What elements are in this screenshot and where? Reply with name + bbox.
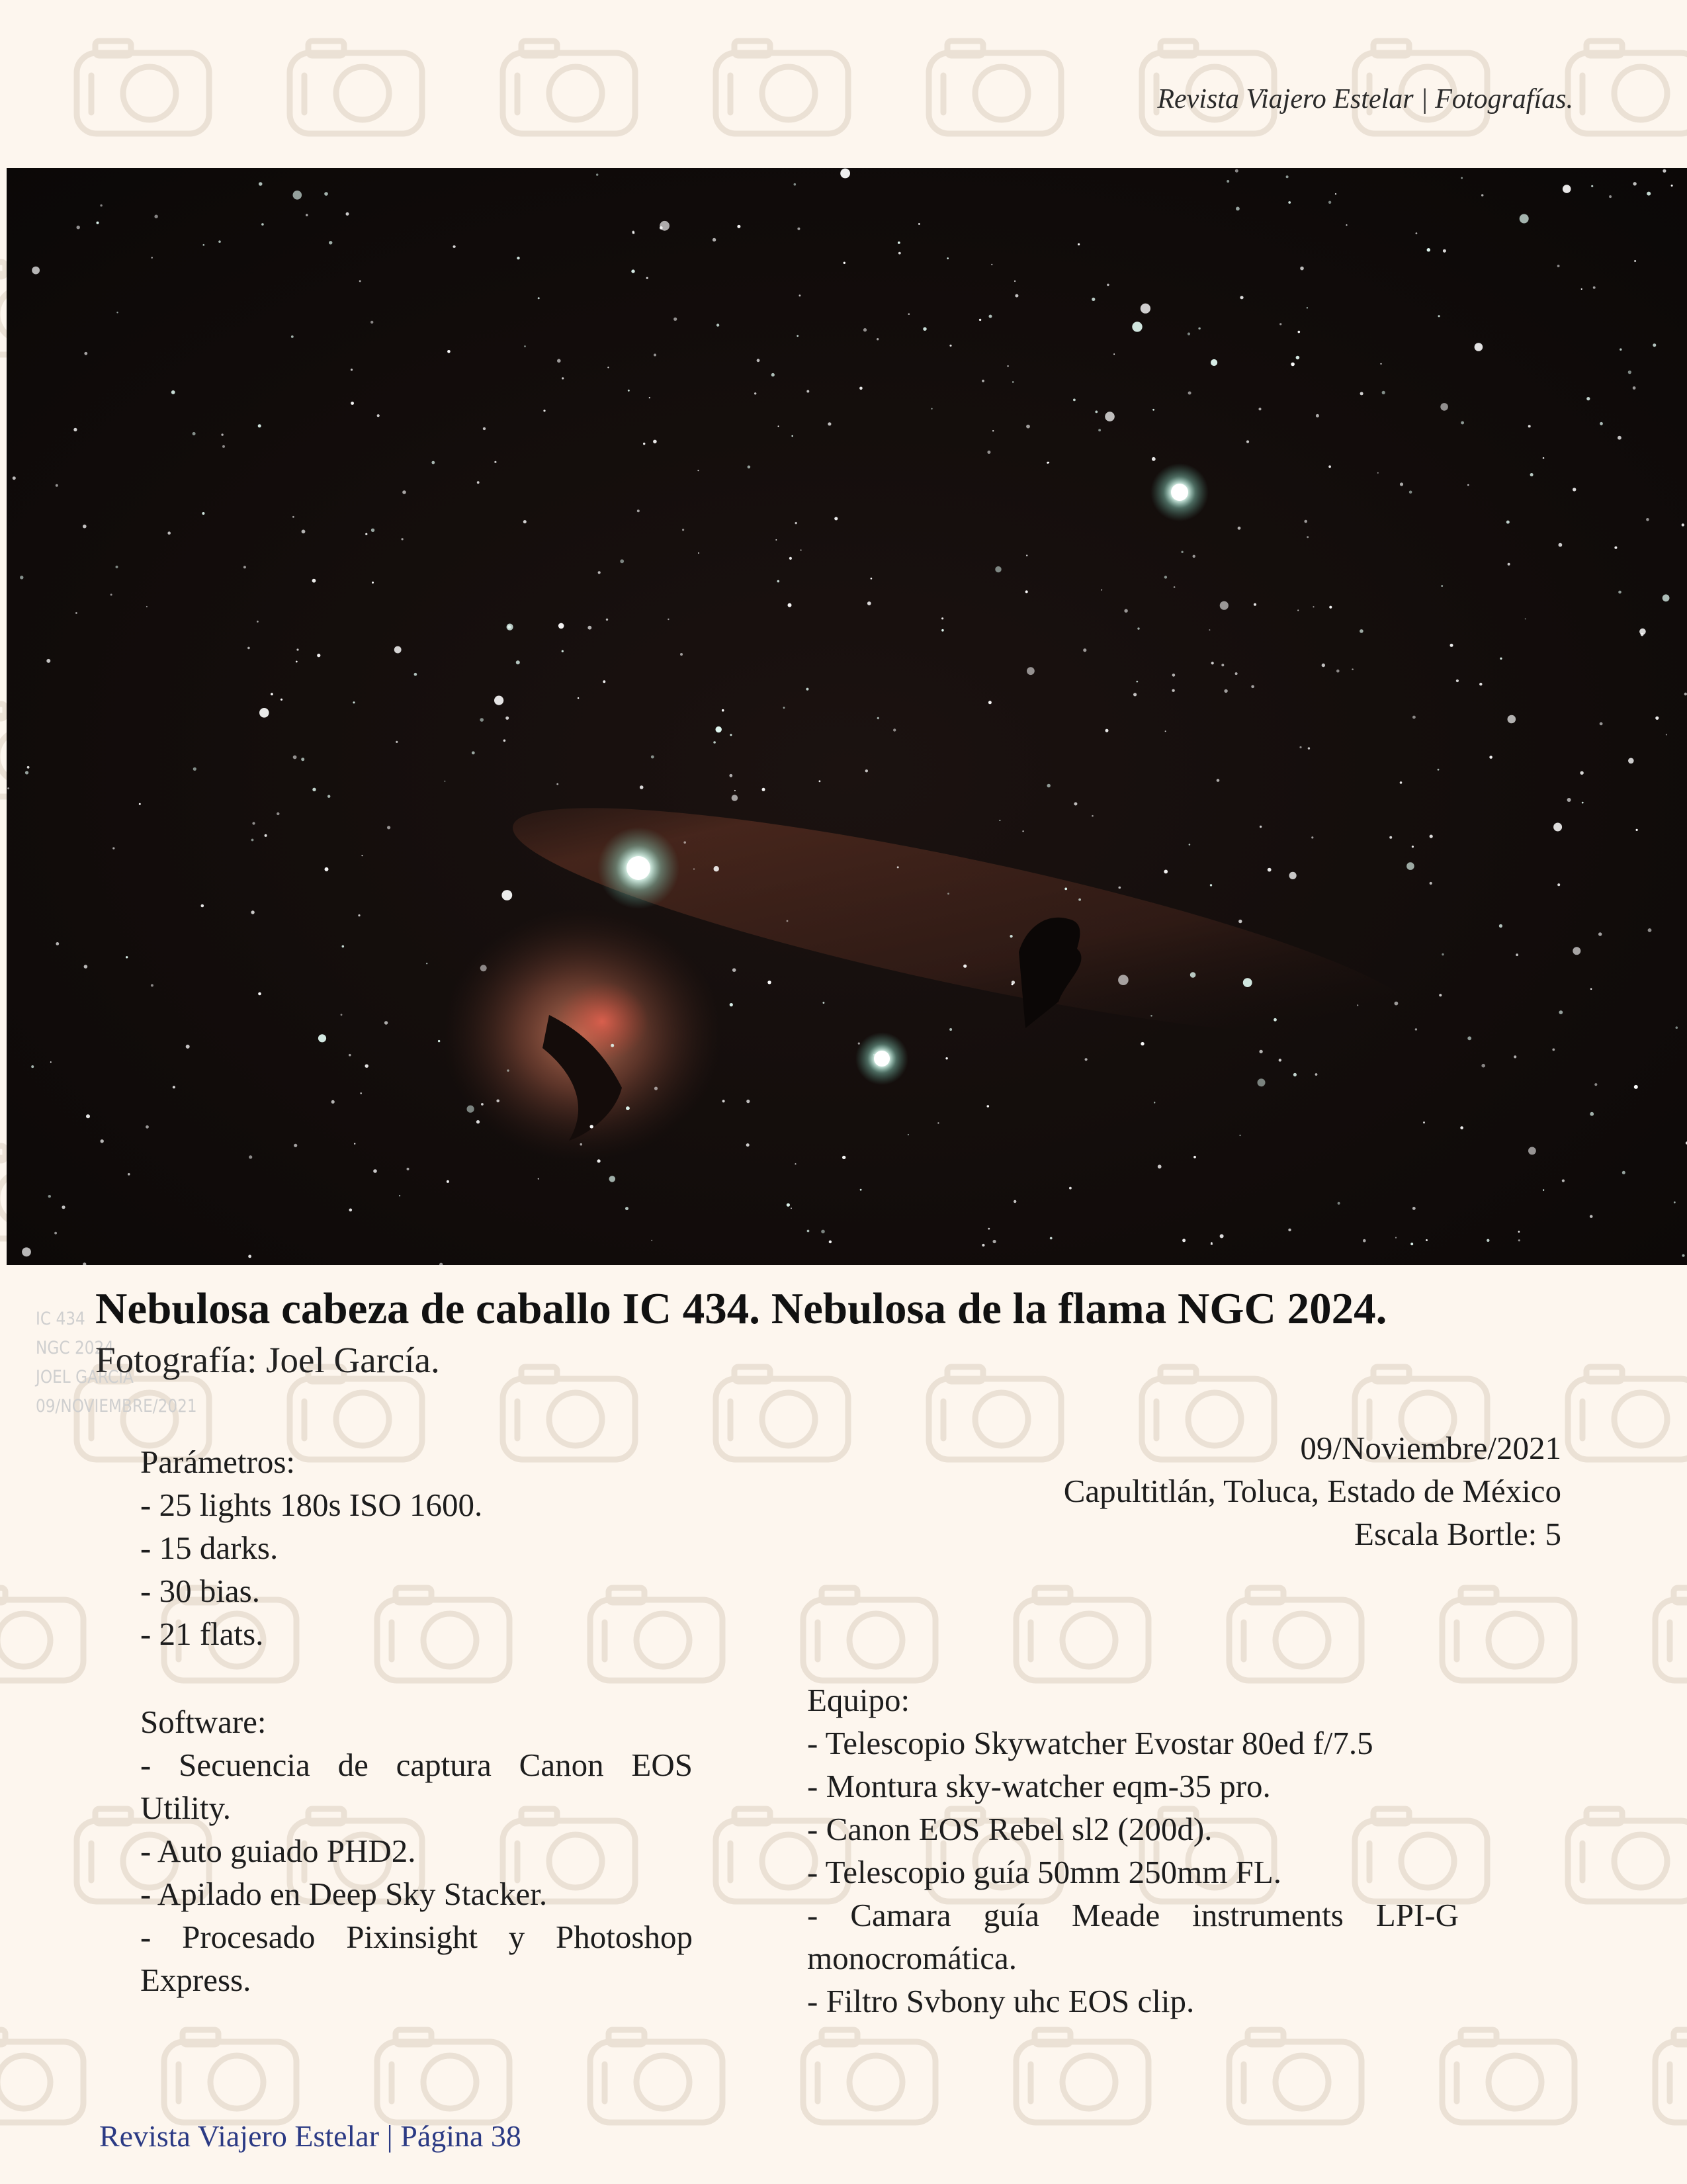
section-heading: Parámetros: — [140, 1444, 296, 1480]
list-item: - 15 darks. — [140, 1530, 279, 1566]
list-item: - Camara guía Meade instruments LPI-G monocromática. — [807, 1897, 1459, 1976]
list-item: - Telescopio guía 50mm 250mm FL. — [807, 1854, 1281, 1890]
list-item: - Auto guiado PHD2. — [140, 1833, 416, 1869]
session-meta — [834, 1426, 1561, 1555]
session-date: 09/Noviembre/2021 — [1300, 1430, 1561, 1466]
list-item: - Apilado en Deep Sky Stacker. — [140, 1876, 548, 1912]
list-item: - Canon EOS Rebel sl2 (200d). — [807, 1811, 1213, 1847]
section-heading: Software: — [140, 1704, 267, 1740]
watermark-line: 09/NOVIEMBRE/2021 — [36, 1396, 197, 1417]
running-header: Revista Viajero Estelar | Fotografías. — [1157, 84, 1573, 114]
page-footer: Revista Viajero Estelar | Página 38 — [99, 2119, 521, 2153]
list-item: - 25 lights 180s ISO 1600. — [140, 1487, 483, 1523]
bortle-scale: Escala Bortle: 5 — [1354, 1516, 1561, 1552]
watermark-line: NGC 2024 — [36, 1338, 114, 1358]
list-item: - 30 bias. — [140, 1573, 260, 1609]
parametros-section — [140, 1440, 736, 1655]
photo-credit: Fotografía: Joel García. — [95, 1340, 440, 1380]
list-item: - Montura sky-watcher eqm-35 pro. — [807, 1768, 1271, 1804]
section-heading: Equipo: — [807, 1682, 910, 1718]
equipo-section — [807, 1679, 1459, 2023]
list-item: - Filtro Svbony uhc EOS clip. — [807, 1983, 1195, 2019]
list-item: - 21 flats. — [140, 1616, 264, 1652]
software-section — [140, 1700, 693, 2001]
list-item: - Secuencia de captura Canon EOS Utility. — [140, 1747, 693, 1826]
session-location: Capultitlán, Toluca, Estado de México — [1063, 1473, 1561, 1509]
list-item: - Telescopio Skywatcher Evostar 80ed f/7.5 — [807, 1725, 1373, 1761]
photo-caption-title: Nebulosa cabeza de caballo IC 434. Nebulosa de la flama NGC 2024. — [95, 1284, 1387, 1333]
watermark-line: JOEL GARCÍA — [36, 1367, 134, 1387]
watermark-line: IC 434 — [36, 1309, 85, 1329]
list-item: - Procesado Pixinsight y Photoshop Express. — [140, 1919, 693, 1998]
